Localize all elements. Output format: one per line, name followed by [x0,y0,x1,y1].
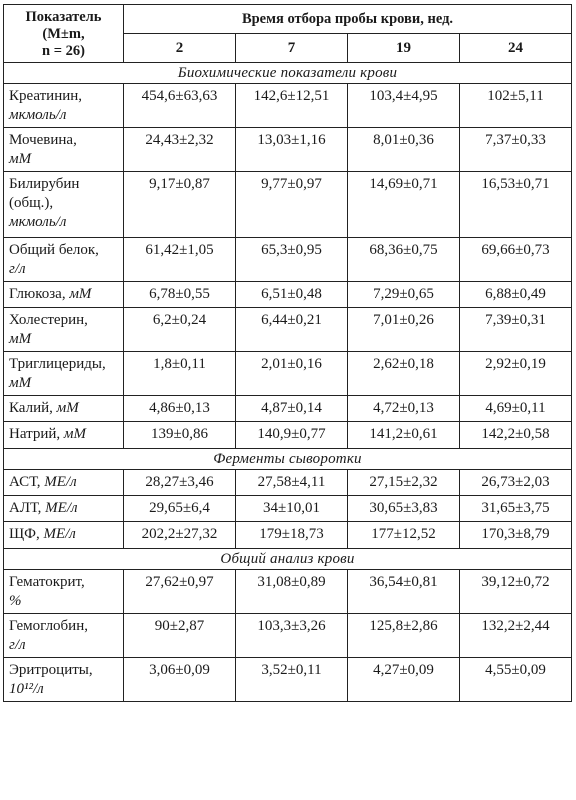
row-label [4,496,124,522]
row-label [4,128,124,172]
parameter-unit: % [9,593,22,609]
row-label [4,282,124,308]
table-cell: 140,9±0,77 [236,422,348,449]
parameter-unit: мМ [9,151,32,167]
table-row [4,352,572,396]
table-row [4,658,572,702]
parameter-name: Гематокрит, [9,574,85,590]
row-label [4,308,124,352]
table-row [4,614,572,658]
parameter-name: Билирубин (общ.), [9,176,80,211]
table-row [4,422,572,449]
table-cell: 139±0,86 [124,422,236,449]
table-cell: 6,88±0,49 [460,282,572,308]
table-cell: 4,87±0,14 [236,396,348,422]
table-cell: 2,92±0,19 [460,352,572,396]
table-cell: 4,27±0,09 [348,658,460,702]
section-title: Биохимические показатели крови [4,63,572,84]
table-cell: 2,62±0,18 [348,352,460,396]
table-cell: 7,39±0,31 [460,308,572,352]
table-cell: 39,12±0,72 [460,570,572,614]
table-cell: 202,2±27,32 [124,522,236,549]
table-cell: 31,65±3,75 [460,496,572,522]
table-cell: 30,65±3,83 [348,496,460,522]
parameter-name: Калий, [9,400,53,416]
table-cell: 65,3±0,95 [236,238,348,282]
blood-parameters-table [3,4,572,702]
table-cell: 8,01±0,36 [348,128,460,172]
section-row [4,449,572,470]
table-cell: 7,29±0,65 [348,282,460,308]
parameter-name: Глюкоза, [9,286,66,302]
table-cell: 4,86±0,13 [124,396,236,422]
parameter-header-line-2: (M±m, [42,26,85,42]
table-cell: 61,42±1,05 [124,238,236,282]
table-row [4,470,572,496]
parameter-name: Натрий, [9,426,61,442]
table-cell: 24,43±2,32 [124,128,236,172]
table-cell: 142,6±12,51 [236,84,348,128]
parameter-name: Эритроциты, [9,662,93,678]
table-cell: 29,65±6,4 [124,496,236,522]
table-row [4,172,572,238]
table-cell: 34±10,01 [236,496,348,522]
table-cell: 27,62±0,97 [124,570,236,614]
row-label [4,238,124,282]
parameter-name: АСТ, [9,474,41,490]
parameter-unit: мМ [63,426,86,442]
week-header: 7 [236,34,348,63]
table-cell: 3,52±0,11 [236,658,348,702]
table-cell: 132,2±2,44 [460,614,572,658]
table-row [4,128,572,172]
table-row [4,522,572,549]
table-cell: 69,66±0,73 [460,238,572,282]
parameter-name: АЛТ, [9,500,42,516]
table-cell: 2,01±0,16 [236,352,348,396]
parameter-unit: г/л [9,261,26,277]
table-cell: 142,2±0,58 [460,422,572,449]
table-cell: 103,4±4,95 [348,84,460,128]
table-cell: 6,2±0,24 [124,308,236,352]
parameter-unit: мМ [9,375,32,391]
table-row [4,496,572,522]
parameter-unit: мкмоль/л [9,214,67,230]
table-row [4,570,572,614]
row-label [4,84,124,128]
parameter-unit: г/л [9,637,26,653]
table-cell: 4,69±0,11 [460,396,572,422]
table-cell: 13,03±1,16 [236,128,348,172]
table-row [4,238,572,282]
parameter-header-line-1: Показатель [25,9,102,25]
table-cell: 9,17±0,87 [124,172,236,238]
parameter-unit: мМ [69,286,92,302]
section-title: Общий анализ крови [4,549,572,570]
parameter-name: Триглицериды, [9,356,106,372]
table-cell: 14,69±0,71 [348,172,460,238]
table-cell: 454,6±63,63 [124,84,236,128]
parameter-unit: МЕ/л [45,500,78,516]
row-label [4,352,124,396]
table-cell: 141,2±0,61 [348,422,460,449]
parameter-name: ЩФ, [9,526,40,542]
parameter-unit: 10¹²/л [9,681,44,697]
table-cell: 4,55±0,09 [460,658,572,702]
week-header: 19 [348,34,460,63]
table-cell: 170,3±8,79 [460,522,572,549]
table-cell: 31,08±0,89 [236,570,348,614]
table-row [4,396,572,422]
parameter-unit: МЕ/л [43,526,76,542]
table-cell: 125,8±2,86 [348,614,460,658]
table-cell: 6,51±0,48 [236,282,348,308]
table-cell: 102±5,11 [460,84,572,128]
table-cell: 68,36±0,75 [348,238,460,282]
header-row-1 [4,5,572,34]
table-cell: 177±12,52 [348,522,460,549]
table-cell: 6,78±0,55 [124,282,236,308]
table-cell: 3,06±0,09 [124,658,236,702]
row-label [4,422,124,449]
table-cell: 16,53±0,71 [460,172,572,238]
table-cell: 103,3±3,26 [236,614,348,658]
parameter-name: Холестерин, [9,312,88,328]
parameter-name: Общий белок, [9,242,99,258]
table-cell: 7,01±0,26 [348,308,460,352]
parameter-name: Креатинин, [9,88,83,104]
parameter-header [4,5,124,63]
parameter-name: Мочевина, [9,132,77,148]
table-row [4,84,572,128]
sampling-time-header: Время отбора пробы крови, нед. [124,5,572,34]
week-header: 2 [124,34,236,63]
parameter-unit: мМ [56,400,79,416]
section-row [4,549,572,570]
parameter-header-line-3: n = 26) [42,43,85,59]
row-label [4,172,124,238]
row-label [4,658,124,702]
parameter-unit: МЕ/л [44,474,77,490]
table-cell: 36,54±0,81 [348,570,460,614]
table-cell: 28,27±3,46 [124,470,236,496]
parameter-unit: мМ [9,331,32,347]
row-label [4,470,124,496]
table-cell: 90±2,87 [124,614,236,658]
row-label [4,396,124,422]
table-row [4,308,572,352]
table-cell: 27,58±4,11 [236,470,348,496]
table-cell: 179±18,73 [236,522,348,549]
parameter-name: Гемоглобин, [9,618,88,634]
table-cell: 7,37±0,33 [460,128,572,172]
row-label [4,570,124,614]
table-cell: 9,77±0,97 [236,172,348,238]
row-label [4,614,124,658]
table-cell: 1,8±0,11 [124,352,236,396]
table-row [4,282,572,308]
table-cell: 6,44±0,21 [236,308,348,352]
table-cell: 27,15±2,32 [348,470,460,496]
parameter-unit: мкмоль/л [9,107,67,123]
table-cell: 4,72±0,13 [348,396,460,422]
section-row [4,63,572,84]
section-title: Ферменты сыворотки [4,449,572,470]
row-label [4,522,124,549]
week-header: 24 [460,34,572,63]
table-cell: 26,73±2,03 [460,470,572,496]
